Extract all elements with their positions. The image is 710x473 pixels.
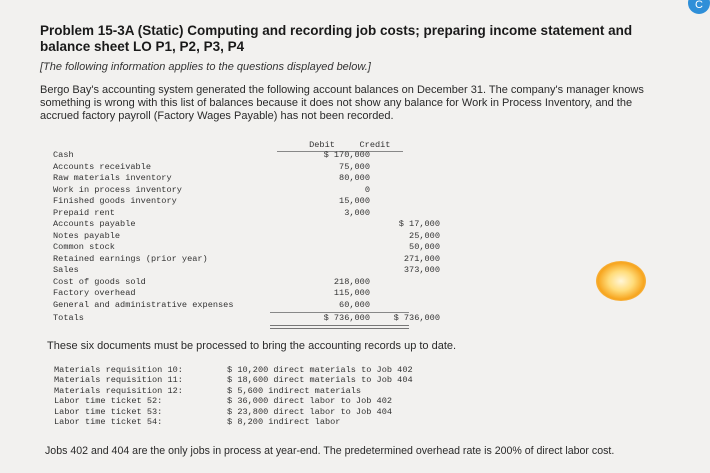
debit-value: 218,000 (333, 276, 370, 287)
debit-value: 75,000 (339, 161, 370, 172)
debit-value: 3,000 (344, 207, 370, 218)
document-label: Materials requisition 12: (54, 385, 183, 396)
account-name: Retained earnings (prior year) (53, 253, 208, 264)
account-name: Cash (53, 150, 74, 160)
document-label: Materials requisition 10: (54, 365, 183, 375)
account-name: Raw materials inventory (53, 173, 172, 183)
six-documents-text: These six documents must be processed to bring the accounting records up to date. (47, 340, 457, 352)
document-detail: $ 23,800 direct labor to Job 404 (227, 406, 393, 417)
info-note: [The following information applies to the questions displayed below.] (40, 61, 371, 73)
account-name: Common stock (53, 242, 115, 252)
account-name: General and administrative expenses (53, 299, 234, 310)
document-label: Labor time ticket 53: (54, 406, 163, 417)
document-label: Labor time ticket 52: (54, 396, 163, 407)
credit-value: 271,000 (403, 253, 440, 264)
document-detail: $ 10,200 direct materials to Job 402 (227, 365, 413, 375)
intro-paragraph: Bergo Bay's accounting system generated the following account balances on December 31. The company's manager knows something is wrong with this list of balances because it does not show any balance for Work in Process Inventory, and the accrued factory payroll (Factory Wages Payable) has not been recorded. (40, 84, 644, 122)
total-debit: $ 736,000 (323, 313, 370, 323)
credit-value: 373,000 (403, 265, 440, 275)
account-name: Factory overhead (53, 288, 136, 298)
totals-double-rule (270, 325, 409, 329)
account-name: Cost of goods sold (53, 276, 146, 287)
credit-header: Credit (359, 140, 391, 150)
account-name: Work in process inventory (53, 184, 182, 195)
account-name: Accounts payable (53, 219, 136, 229)
account-name: Prepaid rent (53, 207, 115, 218)
account-name: Notes payable (53, 230, 121, 241)
account-balances-table (40, 136, 440, 332)
debit-value: $ 170,000 (323, 150, 370, 160)
document-label: Materials requisition 11: (54, 375, 183, 386)
debit-value: 0 (364, 184, 370, 195)
debit-value: 115,000 (333, 288, 370, 298)
glare-highlight (596, 261, 646, 301)
credit-value: $ 17,000 (398, 219, 440, 229)
final-note: Jobs 402 and 404 are the only jobs in process at year-end. The predetermined overhead rate is 200% of direct labor cost. (45, 445, 615, 457)
document-detail: $ 18,600 direct materials to Job 404 (227, 375, 413, 386)
document-detail: $ 5,600 indirect materials (227, 385, 362, 396)
debit-value: 15,000 (339, 196, 370, 206)
credit-value: 50,000 (409, 242, 440, 252)
total-credit: $ 736,000 (393, 313, 440, 323)
document-detail: $ 8,200 indirect labor (227, 417, 341, 427)
account-name: Finished goods inventory (53, 196, 177, 206)
corner-badge[interactable]: C (688, 0, 710, 14)
debit-value: 80,000 (339, 173, 370, 183)
problem-title: Problem 15-3A (Static) Computing and recording job costs; preparing income statement and balance sheet LO P1, P2, P3, P4 (40, 23, 633, 54)
document-detail: $ 36,000 direct labor to Job 402 (227, 396, 393, 407)
account-name: Sales (53, 265, 79, 275)
debit-header: Debit (309, 140, 335, 150)
document-label: Labor time ticket 54: (54, 417, 163, 427)
totals-label: Totals (53, 313, 84, 323)
credit-value: 25,000 (409, 230, 440, 241)
debit-value: 60,000 (339, 299, 370, 310)
account-name: Accounts receivable (53, 161, 151, 172)
